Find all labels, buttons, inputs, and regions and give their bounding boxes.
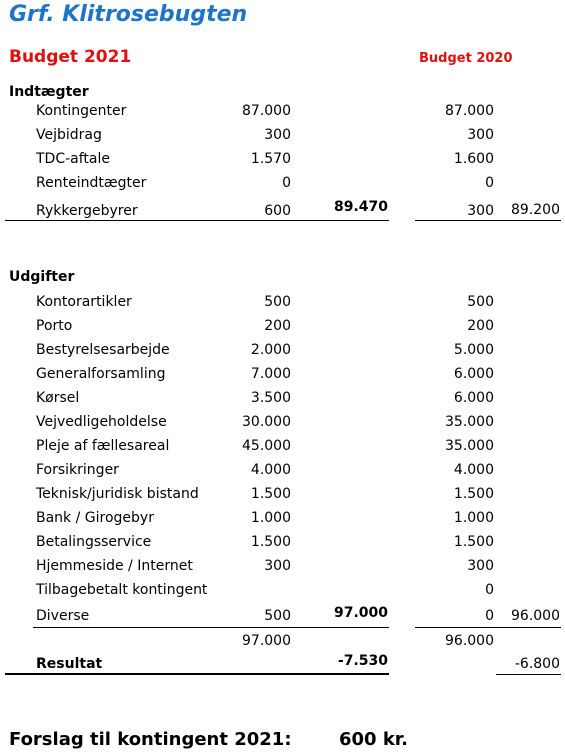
row-label: Diverse (36, 608, 90, 624)
result-2021: -7.530 (337, 653, 388, 669)
value-2020: 300 (467, 203, 494, 219)
value-2021: 30.000 (242, 414, 291, 430)
value-2021: 1.000 (250, 510, 291, 526)
value-2020: 1.500 (453, 486, 494, 502)
row-label: Bank / Girogebyr (36, 510, 154, 526)
value-2021: 3.500 (250, 390, 291, 406)
value-2020: 35.000 (445, 438, 494, 454)
value-2021: 1.500 (250, 534, 291, 550)
value-2020: 500 (467, 294, 494, 310)
row-label: Forsikringer (36, 462, 119, 478)
row-label: Vejvedligeholdelse (36, 414, 167, 430)
page-title: Grf. Klitrosebugten (9, 2, 248, 27)
value-2020: 0 (485, 175, 494, 191)
income-divider-2020 (415, 220, 561, 221)
proposal-value: 600 kr. (339, 729, 408, 750)
row-label: Hjemmeside / Internet (36, 558, 193, 574)
row-label: Rykkergebyrer (36, 203, 138, 219)
row-label: TDC-aftale (36, 151, 110, 167)
income-heading: Indtægter (9, 84, 89, 100)
value-2021: 87.000 (242, 103, 291, 119)
value-2021: 300 (264, 127, 291, 143)
expenses-total-2020: 96.000 (511, 608, 560, 624)
value-2021: 200 (264, 318, 291, 334)
value-2021: 500 (264, 294, 291, 310)
value-2020: 6.000 (453, 366, 494, 382)
value-2021: 45.000 (242, 438, 291, 454)
expenses-divider-2020 (415, 627, 561, 628)
row-label: Pleje af fællesareal (36, 438, 170, 454)
value-2021: 4.000 (250, 462, 291, 478)
value-2021: 0 (282, 175, 291, 191)
value-2020: 300 (467, 127, 494, 143)
row-label: Renteindtægter (36, 175, 147, 191)
value-2021: 1.570 (250, 151, 291, 167)
value-2020: 0 (485, 608, 494, 624)
row-label: Betalingsservice (36, 534, 152, 550)
value-2021: 2.000 (250, 342, 291, 358)
value-2021: 1.500 (250, 486, 291, 502)
expenses-sum-2021: 97.000 (242, 633, 291, 649)
value-2021: 300 (264, 558, 291, 574)
proposal-label: Forslag til kontingent 2021: (9, 729, 292, 750)
income-divider-2021 (5, 220, 389, 221)
result-2020: -6.800 (514, 656, 560, 672)
value-2020: 1.500 (453, 534, 494, 550)
value-2020: 200 (467, 318, 494, 334)
value-2020: 6.000 (453, 390, 494, 406)
value-2020: 4.000 (453, 462, 494, 478)
income-total-2020: 89.200 (511, 202, 560, 218)
value-2020: 1.600 (453, 151, 494, 167)
row-label: Kontorartikler (36, 294, 132, 310)
row-label: Bestyrelsesarbejde (36, 342, 170, 358)
value-2020: 87.000 (445, 103, 494, 119)
value-2020: 5.000 (453, 342, 494, 358)
value-2021: 500 (264, 608, 291, 624)
value-2020: 35.000 (445, 414, 494, 430)
row-label: Kontingenter (36, 103, 127, 119)
result-label: Resultat (36, 656, 103, 672)
value-2020: 1.000 (453, 510, 494, 526)
budget-2020-heading: Budget 2020 (419, 51, 513, 66)
result-underline-2021 (5, 673, 389, 675)
value-2021: 600 (264, 203, 291, 219)
row-label: Generalforsamling (36, 366, 166, 382)
value-2020: 0 (485, 582, 494, 598)
expenses-divider-2021 (33, 627, 389, 628)
row-label: Vejbidrag (36, 127, 102, 143)
row-label: Kørsel (36, 390, 80, 406)
row-label: Porto (36, 318, 73, 334)
row-label: Teknisk/juridisk bistand (36, 486, 199, 502)
expenses-total-2021: 97.000 (333, 605, 388, 621)
budget-2021-heading: Budget 2021 (9, 47, 132, 67)
row-label: Tilbagebetalt kontingent (36, 582, 208, 598)
result-underline-2020 (496, 674, 561, 675)
expenses-sum-2020: 96.000 (445, 633, 494, 649)
expenses-heading: Udgifter (9, 269, 75, 285)
value-2020: 300 (467, 558, 494, 574)
income-total-2021: 89.470 (333, 199, 388, 215)
value-2021: 7.000 (250, 366, 291, 382)
